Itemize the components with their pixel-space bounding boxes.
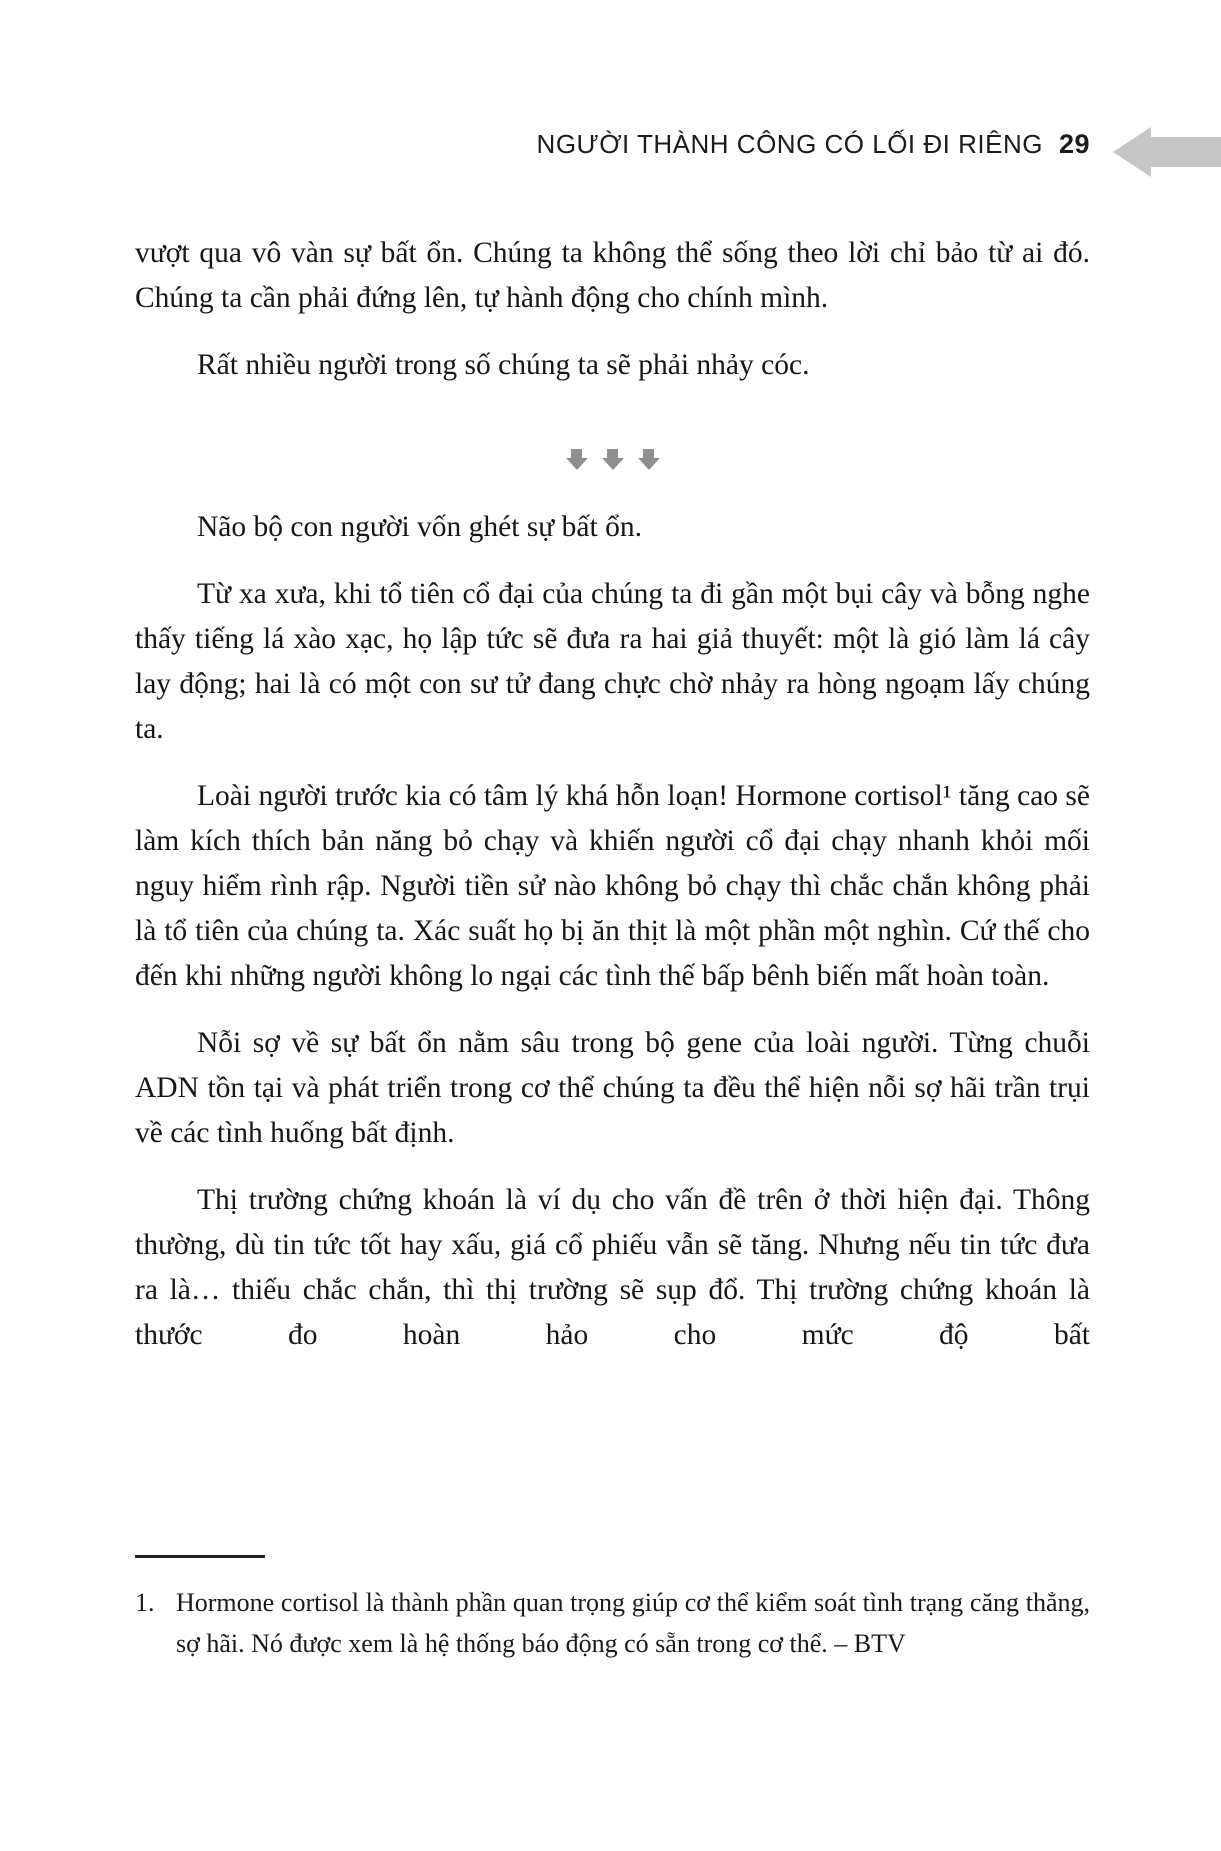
paragraph: Từ xa xưa, khi tổ tiên cổ đại của chúng ta đi gần một bụi cây và bỗng nghe thấy tiếng lá xào xạc, họ lập tức sẽ đưa ra hai giả thuyết: một là gió làm lá cây lay động; hai là có một con sư tử đang chực chờ nhảy ra hòng ngoạm lấy chúng ta. xyxy=(135,578,1090,745)
footnote xyxy=(135,1582,1090,1664)
running-header xyxy=(537,129,1090,159)
section-divider xyxy=(135,449,1090,470)
page-number: 29 xyxy=(1058,129,1090,159)
down-arrow-icon xyxy=(601,449,624,470)
footnote-section xyxy=(135,1555,1090,1664)
paragraph: vượt qua vô vàn sự bất ổn. Chúng ta không thể sống theo lời chỉ bảo từ ai đó. Chúng ta cần phải đứng lên, tự hành động cho chính mình. xyxy=(135,237,1090,314)
left-arrow-shaft xyxy=(1151,137,1221,167)
footnote-rule xyxy=(135,1555,265,1558)
paragraph: Não bộ con người vốn ghét sự bất ổn. xyxy=(197,511,642,543)
down-arrow-icon xyxy=(565,449,588,470)
down-arrow-head xyxy=(566,458,588,470)
down-arrow-stem xyxy=(607,449,618,458)
down-arrow-stem xyxy=(643,449,654,458)
footnote-marker: 1. xyxy=(135,1588,155,1617)
paragraph: Loài người trước kia có tâm lý khá hỗn loạn! Hormone cortisol¹ tăng cao sẽ làm kích thích bản năng bỏ chạy và khiến người cổ đại chạy nhanh khỏi mối nguy hiểm rình rập. Người tiền sử nào không bỏ chạy thì chắc chắn không phải là tổ tiên của chúng ta. Xác suất họ bị ăn thịt là một phần một nghìn. Cứ thế cho đến khi những người không lo ngại các tình thế bấp bênh biến mất hoàn toàn. xyxy=(135,780,1090,992)
left-arrow-tip xyxy=(1113,127,1151,177)
paragraph: Rất nhiều người trong số chúng ta sẽ phải nhảy cóc. xyxy=(197,349,810,381)
down-arrow-head xyxy=(602,458,624,470)
footnote-text: Hormone cortisol là thành phần quan trọng giúp cơ thể kiểm soát tình trạng căng thẳng, sợ hãi. Nó được xem là hệ thống báo động có sẵn trong cơ thể. – BTV xyxy=(176,1588,1090,1658)
body-text xyxy=(135,231,1090,1358)
paragraph: Nỗi sợ về sự bất ổn nằm sâu trong bộ gene của loài người. Từng chuỗi ADN tồn tại và phát triển trong cơ thể chúng ta đều thể hiện nỗi sợ hãi trần trụi về các tình huống bất định. xyxy=(135,1027,1090,1149)
paragraph: Thị trường chứng khoán là ví dụ cho vấn đề trên ở thời hiện đại. Thông thường, dù tin tức tốt hay xấu, giá cổ phiếu vẫn sẽ tăng. Nhưng nếu tin tức đưa ra là… thiếu chắc chắn, thì thị trường sẽ sụp đổ. Thị trường chứng khoán là thước đo hoàn hảo cho mức độ bất xyxy=(135,1184,1090,1351)
left-arrow-icon xyxy=(1113,127,1221,177)
running-header-title: NGƯỜI THÀNH CÔNG CÓ LỐI ĐI RIÊNG xyxy=(536,129,1043,159)
down-arrow-head xyxy=(638,458,660,470)
down-arrow-icon xyxy=(637,449,660,470)
down-arrow-stem xyxy=(571,449,582,458)
